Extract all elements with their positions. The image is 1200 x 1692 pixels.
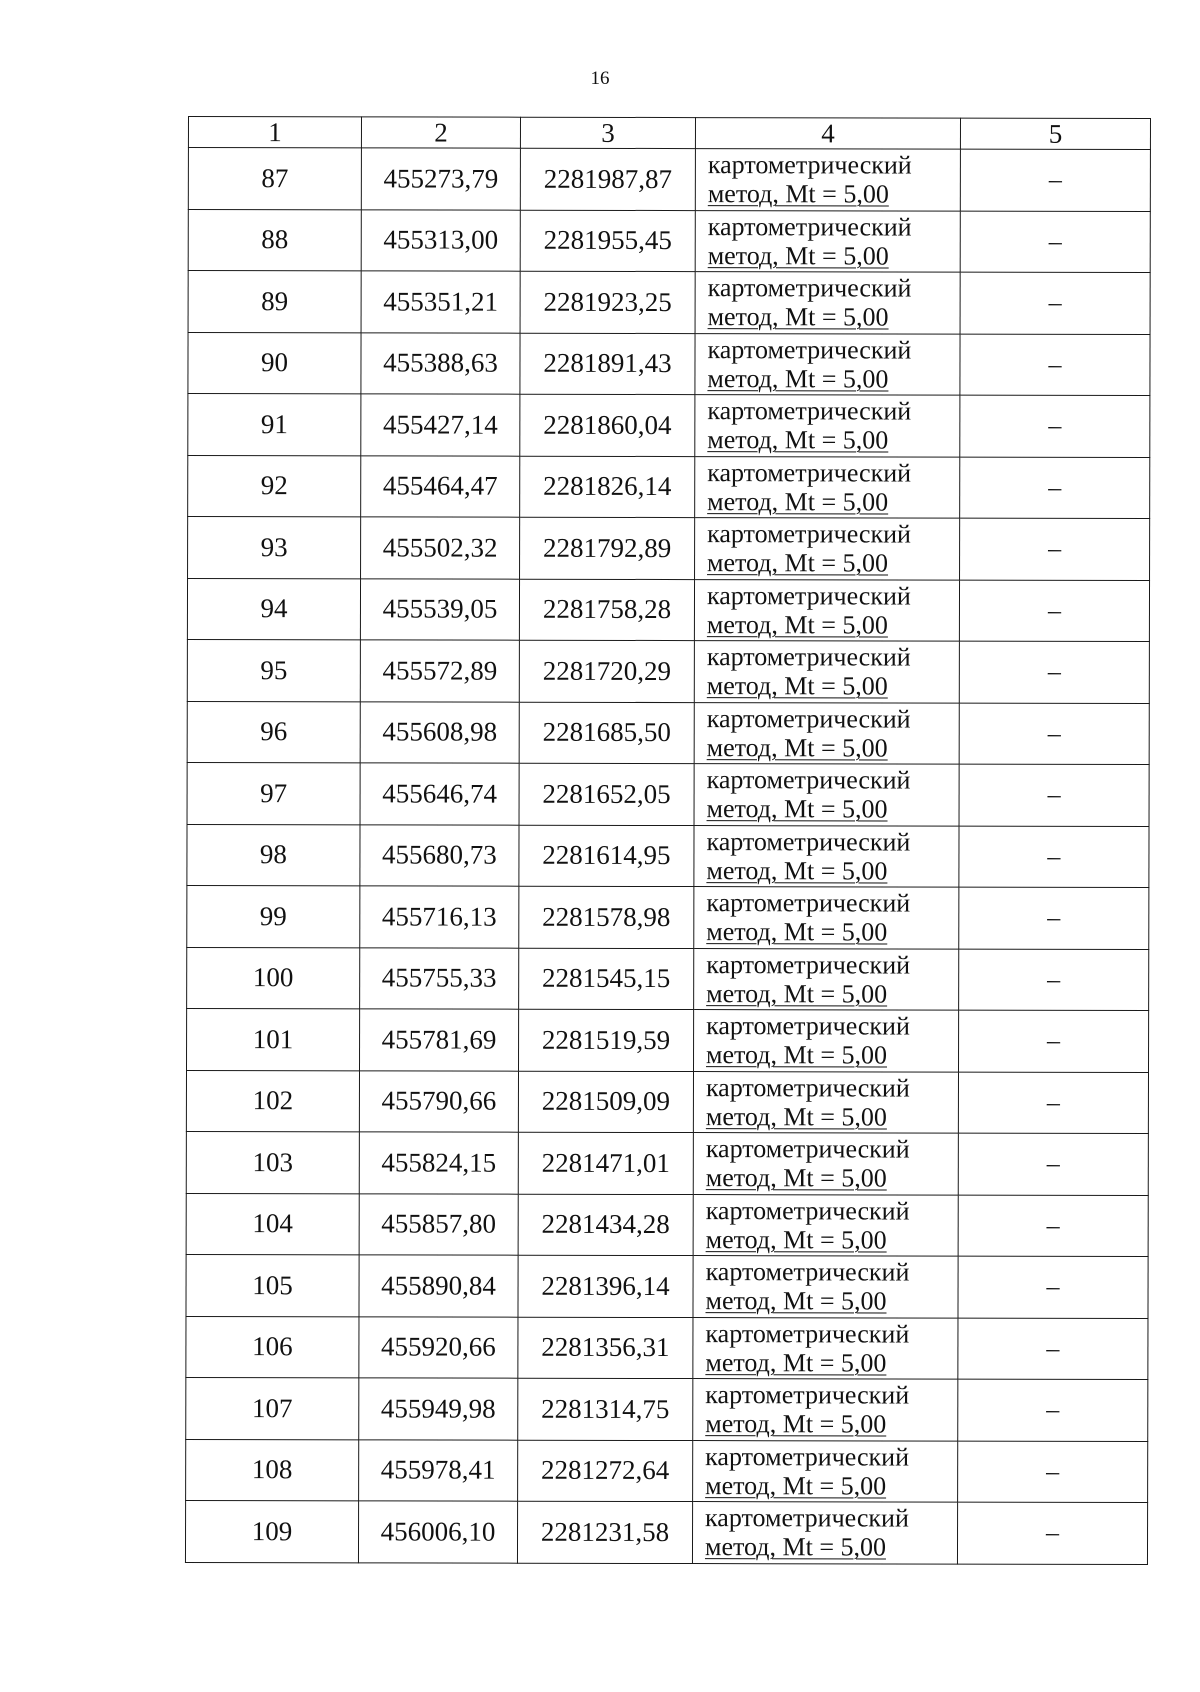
table-row: [186, 1316, 1148, 1380]
method-name: картометрический: [706, 888, 911, 918]
point-number-cell: 105: [186, 1254, 359, 1316]
point-number-cell: 102: [186, 1070, 359, 1132]
method-accuracy: метод, Mt = 5,00: [705, 1347, 887, 1378]
column5-cell: –: [958, 1318, 1148, 1380]
y-coordinate-cell: 2281231,58: [517, 1501, 692, 1563]
table-row: [187, 578, 1149, 642]
method-name: картометрический: [707, 334, 912, 365]
point-number-cell: 106: [186, 1316, 359, 1378]
method-name: картометрический: [706, 826, 911, 857]
point-number-cell: 91: [188, 394, 361, 456]
method-name: картометрический: [707, 396, 912, 426]
method-cell: [695, 456, 960, 518]
y-coordinate-cell: 2281891,43: [520, 333, 695, 395]
table-row: [188, 394, 1150, 458]
table-row: [188, 332, 1150, 396]
x-coordinate-cell: 456006,10: [358, 1501, 517, 1563]
y-coordinate-cell: 2281826,14: [520, 456, 695, 518]
x-coordinate-cell: 455608,98: [360, 701, 519, 763]
coordinates-table: [185, 116, 1151, 1565]
point-number-cell: 94: [187, 578, 360, 640]
method-name: картометрический: [707, 150, 912, 180]
x-coordinate-cell: 455680,73: [360, 824, 519, 886]
method-cell: [695, 149, 960, 211]
column-header: 5: [960, 118, 1150, 149]
method-name: картометрический: [706, 703, 911, 734]
x-coordinate-cell: 455857,80: [359, 1193, 518, 1255]
method-accuracy: метод, Mt = 5,00: [707, 486, 889, 517]
column-header: 1: [188, 117, 361, 148]
page-number: 16: [590, 68, 610, 89]
point-number-cell: 93: [188, 517, 361, 579]
method-cell: [694, 887, 959, 949]
y-coordinate-cell: 2281545,15: [519, 948, 694, 1010]
method-accuracy: метод, Mt = 5,00: [706, 917, 888, 947]
column5-cell: –: [959, 641, 1149, 703]
table-row: [185, 1500, 1147, 1564]
table-row: [188, 517, 1150, 581]
y-coordinate-cell: 2281519,59: [519, 1009, 694, 1071]
column5-cell: –: [960, 149, 1150, 211]
x-coordinate-cell: 455313,00: [361, 209, 520, 271]
y-coordinate-cell: 2281792,89: [520, 517, 695, 579]
method-accuracy: метод, Mt = 5,00: [707, 548, 889, 578]
table-row: [187, 824, 1149, 888]
y-coordinate-cell: 2281955,45: [520, 210, 695, 272]
method-cell: [695, 333, 960, 395]
column5-cell: –: [959, 580, 1149, 642]
column5-cell: –: [958, 1441, 1148, 1503]
y-coordinate-cell: 2281471,01: [518, 1132, 693, 1194]
point-number-cell: 87: [188, 148, 361, 210]
method-name: картометрический: [705, 1503, 909, 1533]
method-cell: [693, 1379, 958, 1441]
x-coordinate-cell: 455824,15: [359, 1132, 518, 1194]
method-name: картометрический: [706, 1011, 910, 1041]
method-accuracy: метод, Mt = 5,00: [707, 425, 889, 455]
column5-cell: –: [959, 1010, 1149, 1072]
method-accuracy: метод, Mt = 5,00: [704, 1532, 887, 1562]
y-coordinate-cell: 2281987,87: [520, 148, 695, 210]
point-number-cell: 101: [187, 1008, 360, 1070]
table-row: [188, 271, 1150, 335]
y-coordinate-cell: 2281356,31: [518, 1317, 693, 1379]
point-number-cell: 104: [186, 1193, 359, 1255]
column5-cell: –: [958, 1133, 1148, 1195]
table-body: [185, 148, 1150, 1565]
point-number-cell: 98: [187, 824, 360, 886]
method-accuracy: метод, Mt = 5,00: [706, 794, 888, 824]
method-cell: [693, 1440, 958, 1502]
column5-cell: –: [959, 764, 1149, 826]
method-cell: [693, 1194, 958, 1256]
table-row: [186, 1131, 1148, 1195]
y-coordinate-cell: 2281509,09: [518, 1071, 693, 1133]
column5-cell: –: [960, 457, 1150, 519]
method-name: картометрический: [705, 1257, 910, 1287]
y-coordinate-cell: 2281434,28: [518, 1194, 693, 1256]
point-number-cell: 103: [186, 1131, 359, 1193]
y-coordinate-cell: 2281860,04: [520, 394, 695, 456]
table-row: [186, 1070, 1148, 1134]
method-accuracy: метод, Mt = 5,00: [707, 240, 889, 271]
method-accuracy: метод, Mt = 5,00: [705, 1470, 887, 1501]
x-coordinate-cell: 455978,41: [359, 1439, 518, 1501]
column5-cell: –: [959, 826, 1149, 888]
method-accuracy: метод, Mt = 5,00: [705, 1101, 887, 1132]
column-header: 3: [520, 117, 695, 148]
table-row: [187, 885, 1149, 949]
method-name: картометрический: [705, 1441, 910, 1472]
method-cell: [694, 702, 959, 764]
method-accuracy: метод, Mt = 5,00: [706, 732, 888, 763]
column5-cell: –: [960, 395, 1150, 457]
method-accuracy: метод, Mt = 5,00: [706, 855, 888, 886]
method-accuracy: метод, Mt = 5,00: [707, 179, 889, 209]
method-name: картометрический: [705, 1134, 910, 1164]
column5-cell: –: [959, 887, 1149, 949]
table-row: [187, 947, 1149, 1011]
point-number-cell: 92: [188, 455, 361, 517]
method-accuracy: метод, Mt = 5,00: [706, 1040, 888, 1070]
method-name: картометрический: [706, 949, 911, 980]
point-number-cell: 109: [185, 1500, 358, 1562]
column5-cell: –: [957, 1502, 1147, 1564]
x-coordinate-cell: 455572,89: [360, 640, 519, 702]
x-coordinate-cell: 455716,13: [360, 886, 519, 948]
y-coordinate-cell: 2281685,50: [519, 702, 694, 764]
method-name: картометрический: [705, 1380, 910, 1410]
method-cell: [695, 518, 960, 580]
column5-cell: –: [958, 1256, 1148, 1318]
table-row: [187, 639, 1149, 703]
method-name: картометрический: [707, 457, 912, 488]
method-accuracy: метод, Mt = 5,00: [705, 1163, 887, 1193]
point-number-cell: 96: [187, 701, 360, 763]
method-cell: [693, 1256, 958, 1318]
method-name: картометрический: [705, 1318, 910, 1349]
table-row: [187, 1008, 1149, 1072]
method-cell: [695, 395, 960, 457]
table-row: [186, 1377, 1148, 1441]
method-accuracy: метод, Mt = 5,00: [707, 302, 889, 332]
method-accuracy: метод, Mt = 5,00: [706, 609, 888, 640]
method-cell: [694, 579, 959, 641]
column5-cell: –: [959, 703, 1149, 765]
method-name: картометрический: [706, 765, 911, 795]
point-number-cell: 99: [187, 885, 360, 947]
point-number-cell: 95: [187, 639, 360, 701]
column5-cell: –: [958, 1072, 1148, 1134]
x-coordinate-cell: 455781,69: [360, 1009, 519, 1071]
column-header: 2: [361, 117, 520, 148]
y-coordinate-cell: 2281758,28: [519, 579, 694, 641]
x-coordinate-cell: 455273,79: [361, 148, 520, 210]
y-coordinate-cell: 2281720,29: [519, 640, 694, 702]
x-coordinate-cell: 455539,05: [360, 578, 519, 640]
method-accuracy: метод, Mt = 5,00: [706, 978, 888, 1009]
x-coordinate-cell: 455755,33: [360, 947, 519, 1009]
point-number-cell: 88: [188, 209, 361, 271]
method-cell: [695, 272, 960, 334]
point-number-cell: 89: [188, 271, 361, 333]
y-coordinate-cell: 2281614,95: [519, 825, 694, 887]
column-header: 4: [695, 118, 960, 150]
x-coordinate-cell: 455427,14: [361, 394, 520, 456]
table-row: [186, 1254, 1148, 1318]
method-accuracy: метод, Mt = 5,00: [706, 671, 888, 701]
point-number-cell: 107: [186, 1377, 359, 1439]
table-row: [187, 701, 1149, 765]
method-cell: [694, 825, 959, 887]
method-name: картометрический: [705, 1072, 910, 1103]
method-accuracy: метод, Mt = 5,00: [705, 1286, 887, 1316]
method-cell: [692, 1502, 957, 1564]
column5-cell: –: [960, 518, 1150, 580]
column5-cell: –: [960, 211, 1150, 273]
point-number-cell: 97: [187, 762, 360, 824]
y-coordinate-cell: 2281578,98: [519, 886, 694, 948]
x-coordinate-cell: 455890,84: [359, 1255, 518, 1317]
table-row: [186, 1439, 1148, 1503]
column5-cell: –: [960, 334, 1150, 396]
table-row: [188, 148, 1150, 212]
y-coordinate-cell: 2281396,14: [518, 1255, 693, 1317]
method-cell: [694, 641, 959, 703]
column5-cell: –: [958, 1195, 1148, 1257]
method-cell: [694, 948, 959, 1010]
y-coordinate-cell: 2281652,05: [519, 763, 694, 825]
x-coordinate-cell: 455502,32: [361, 517, 520, 579]
method-cell: [693, 1133, 958, 1195]
method-accuracy: метод, Mt = 5,00: [705, 1224, 887, 1255]
x-coordinate-cell: 455790,66: [359, 1070, 518, 1132]
table-header-row: [188, 117, 1150, 150]
column5-cell: –: [960, 272, 1150, 334]
method-cell: [694, 1010, 959, 1072]
method-name: картометрический: [706, 580, 911, 611]
point-number-cell: 100: [187, 947, 360, 1009]
method-cell: [693, 1071, 958, 1133]
method-accuracy: метод, Mt = 5,00: [707, 363, 889, 394]
column5-cell: –: [958, 1379, 1148, 1441]
method-name: картометрический: [706, 642, 911, 672]
point-number-cell: 108: [186, 1439, 359, 1501]
table-row: [187, 762, 1149, 826]
point-number-cell: 90: [188, 332, 361, 394]
y-coordinate-cell: 2281923,25: [520, 271, 695, 333]
table-row: [188, 455, 1150, 519]
method-name: картометрический: [705, 1195, 910, 1226]
method-cell: [693, 1317, 958, 1379]
method-cell: [694, 764, 959, 826]
column5-cell: –: [959, 949, 1149, 1011]
table-row: [188, 209, 1150, 273]
x-coordinate-cell: 455920,66: [359, 1316, 518, 1378]
x-coordinate-cell: 455351,21: [361, 271, 520, 333]
method-cell: [695, 210, 960, 272]
x-coordinate-cell: 455646,74: [360, 763, 519, 825]
method-accuracy: метод, Mt = 5,00: [705, 1409, 887, 1439]
y-coordinate-cell: 2281272,64: [518, 1440, 693, 1502]
x-coordinate-cell: 455949,98: [359, 1378, 518, 1440]
x-coordinate-cell: 455464,47: [361, 455, 520, 517]
y-coordinate-cell: 2281314,75: [518, 1378, 693, 1440]
table-row: [186, 1193, 1148, 1257]
x-coordinate-cell: 455388,63: [361, 332, 520, 394]
method-name: картометрический: [707, 273, 912, 303]
method-name: картометрический: [707, 211, 912, 242]
method-name: картометрический: [707, 519, 911, 549]
